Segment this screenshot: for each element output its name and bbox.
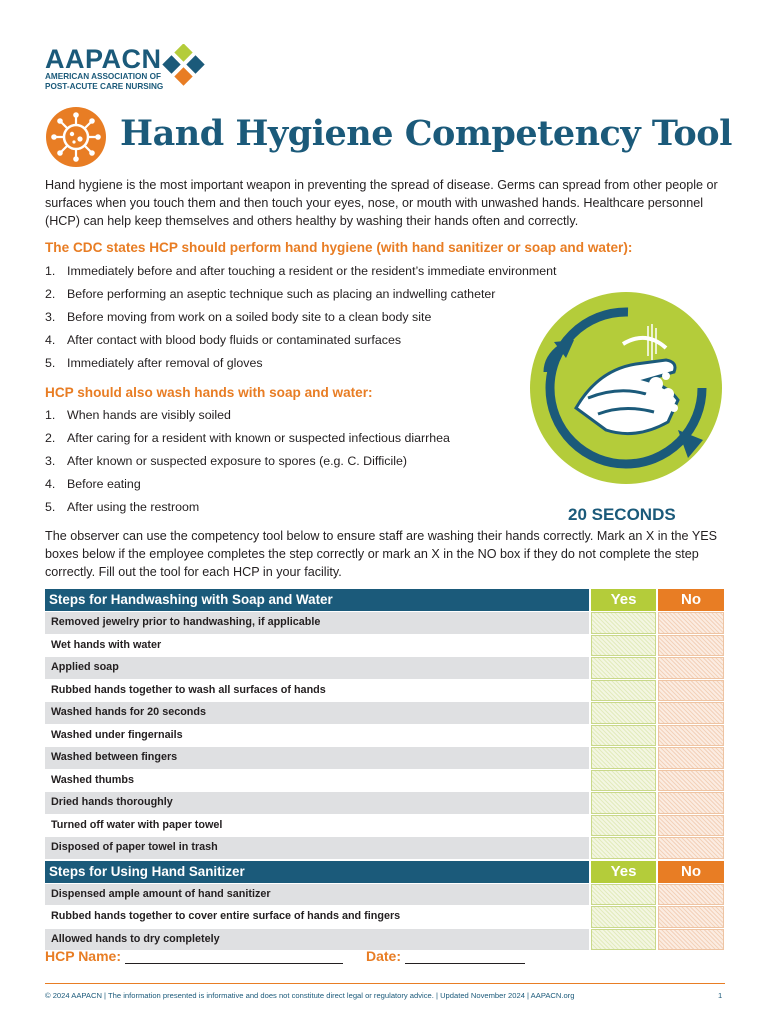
- yes-checkbox[interactable]: [591, 770, 656, 792]
- table-row: [45, 906, 724, 929]
- logo-subtitle: [45, 72, 163, 92]
- step-label: Washed thumbs: [45, 770, 589, 792]
- no-checkbox[interactable]: [658, 837, 724, 859]
- yes-checkbox[interactable]: [591, 612, 656, 634]
- twenty-seconds-caption: 20 SECONDS: [568, 505, 676, 524]
- no-column-header: No: [658, 861, 724, 883]
- handwashing-header-row: [45, 589, 724, 611]
- handwashing-clock-icon: [528, 290, 724, 502]
- logo-subtitle-line1: AMERICAN ASSOCIATION OF: [45, 72, 161, 81]
- yes-column-header: Yes: [591, 861, 656, 883]
- hcp-name-field[interactable]: [45, 948, 343, 964]
- table-row: [45, 792, 724, 815]
- footer-text: © 2024 AAPACN | The information presented is informative and does not constitute direct legal or regulatory advice. | Updated November 2024 | AAPACN.org: [45, 991, 575, 1000]
- table-row: [45, 747, 724, 770]
- no-checkbox[interactable]: [658, 612, 724, 634]
- no-checkbox[interactable]: [658, 657, 724, 679]
- list-item: 3. After known or suspected exposure to spores (e.g. C. Difficile): [45, 454, 407, 468]
- step-label: Applied soap: [45, 657, 589, 679]
- table-row: [45, 680, 724, 703]
- list-item: 2. After caring for a resident with known or suspected infectious diarrhea: [45, 431, 450, 445]
- list-item: 4. Before eating: [45, 477, 141, 491]
- logo-wordmark: AAPACN: [45, 44, 162, 74]
- list-item: 2. Before performing an aseptic technique such as placing an indwelling catheter: [45, 287, 496, 301]
- hcp-name-line[interactable]: [125, 949, 343, 964]
- table-row: [45, 815, 724, 838]
- list-item: 3. Before moving from work on a soiled body site to a clean body site: [45, 310, 432, 324]
- no-checkbox[interactable]: [658, 747, 724, 769]
- no-checkbox[interactable]: [658, 792, 724, 814]
- step-label: Rubbed hands together to wash all surfaces of hands: [45, 680, 589, 702]
- yes-checkbox[interactable]: [591, 906, 656, 928]
- observer-instructions: The observer can use the competency tool below to ensure staff are washing their hands correctly. Mark an X in the YES boxes below if the employee completes the step correctly or mark an X in the NO box if they do not complete the step correctly. Fill out the tool for each HCP in your facility.: [45, 529, 718, 579]
- no-checkbox[interactable]: [658, 770, 724, 792]
- no-checkbox[interactable]: [658, 815, 724, 837]
- table-row: [45, 657, 724, 680]
- soap-list: [45, 404, 450, 519]
- list-item: 1. When hands are visibly soiled: [45, 408, 231, 422]
- list-item: 5. After using the restroom: [45, 500, 200, 514]
- no-checkbox[interactable]: [658, 906, 724, 928]
- step-label: Allowed hands to dry completely: [45, 929, 589, 951]
- yes-checkbox[interactable]: [591, 635, 656, 657]
- no-checkbox[interactable]: [658, 929, 724, 951]
- page-title: Hand Hygiene Competency Tool: [120, 113, 732, 154]
- step-label: Washed under fingernails: [45, 725, 589, 747]
- no-column-header: No: [658, 589, 724, 611]
- hcp-name-label: HCP Name:: [45, 948, 121, 964]
- cdc-list: [45, 260, 556, 375]
- date-line[interactable]: [405, 949, 525, 964]
- intro-paragraph: Hand hygiene is the most important weapon in preventing the spread of disease. Germs can spread from other people or surfaces when you touch them and then touch your eyes, nose, or mouth with unwashed hands. Healthcare personnel (HCP) can help keep themselves and others healthy by washing their hands often and correctly.: [45, 178, 718, 228]
- handwashing-heading: Steps for Handwashing with Soap and Water: [45, 589, 589, 611]
- footer-divider: [45, 983, 725, 984]
- yes-checkbox[interactable]: [591, 792, 656, 814]
- cdc-heading: The CDC states HCP should perform hand hygiene (with hand sanitizer or soap and water):: [45, 240, 633, 255]
- yes-checkbox[interactable]: [591, 837, 656, 859]
- yes-checkbox[interactable]: [591, 884, 656, 906]
- no-checkbox[interactable]: [658, 635, 724, 657]
- step-label: Turned off water with paper towel: [45, 815, 589, 837]
- table-row: [45, 770, 724, 793]
- date-field[interactable]: [366, 948, 525, 964]
- table-row: [45, 612, 724, 635]
- yes-checkbox[interactable]: [591, 725, 656, 747]
- competency-checklist: [45, 589, 724, 951]
- step-label: Washed hands for 20 seconds: [45, 702, 589, 724]
- step-label: Disposed of paper towel in trash: [45, 837, 589, 859]
- yes-checkbox[interactable]: [591, 680, 656, 702]
- virus-icon: [45, 106, 107, 168]
- list-item: 5. Immediately after removal of gloves: [45, 356, 263, 370]
- step-label: Washed between fingers: [45, 747, 589, 769]
- yes-checkbox[interactable]: [591, 702, 656, 724]
- yes-checkbox[interactable]: [591, 929, 656, 951]
- soap-heading: HCP should also wash hands with soap and water:: [45, 385, 373, 400]
- table-row: [45, 837, 724, 860]
- sanitizer-heading: Steps for Using Hand Sanitizer: [45, 861, 589, 883]
- yes-checkbox[interactable]: [591, 747, 656, 769]
- no-checkbox[interactable]: [658, 680, 724, 702]
- no-checkbox[interactable]: [658, 702, 724, 724]
- table-row: [45, 725, 724, 748]
- step-label: Dried hands thoroughly: [45, 792, 589, 814]
- yes-checkbox[interactable]: [591, 657, 656, 679]
- list-item: 4. After contact with blood body fluids or contaminated surfaces: [45, 333, 402, 347]
- no-checkbox[interactable]: [658, 884, 724, 906]
- step-label: Wet hands with water: [45, 635, 589, 657]
- logo-subtitle-line2: POST-ACUTE CARE NURSING: [45, 82, 164, 91]
- table-row: [45, 635, 724, 658]
- table-row: [45, 884, 724, 907]
- step-label: Dispensed ample amount of hand sanitizer: [45, 884, 589, 906]
- yes-column-header: Yes: [591, 589, 656, 611]
- yes-checkbox[interactable]: [591, 815, 656, 837]
- logo-diamonds-icon: [161, 44, 209, 92]
- page-number: 1: [718, 991, 723, 1000]
- no-checkbox[interactable]: [658, 725, 724, 747]
- list-item: 1. Immediately before and after touching a resident or the resident’s immediate environment: [45, 264, 557, 278]
- table-row: [45, 702, 724, 725]
- date-label: Date:: [366, 948, 402, 964]
- step-label: Rubbed hands together to cover entire surface of hands and fingers: [45, 906, 589, 928]
- sanitizer-header-row: [45, 861, 724, 883]
- step-label: Removed jewelry prior to handwashing, if applicable: [45, 612, 589, 634]
